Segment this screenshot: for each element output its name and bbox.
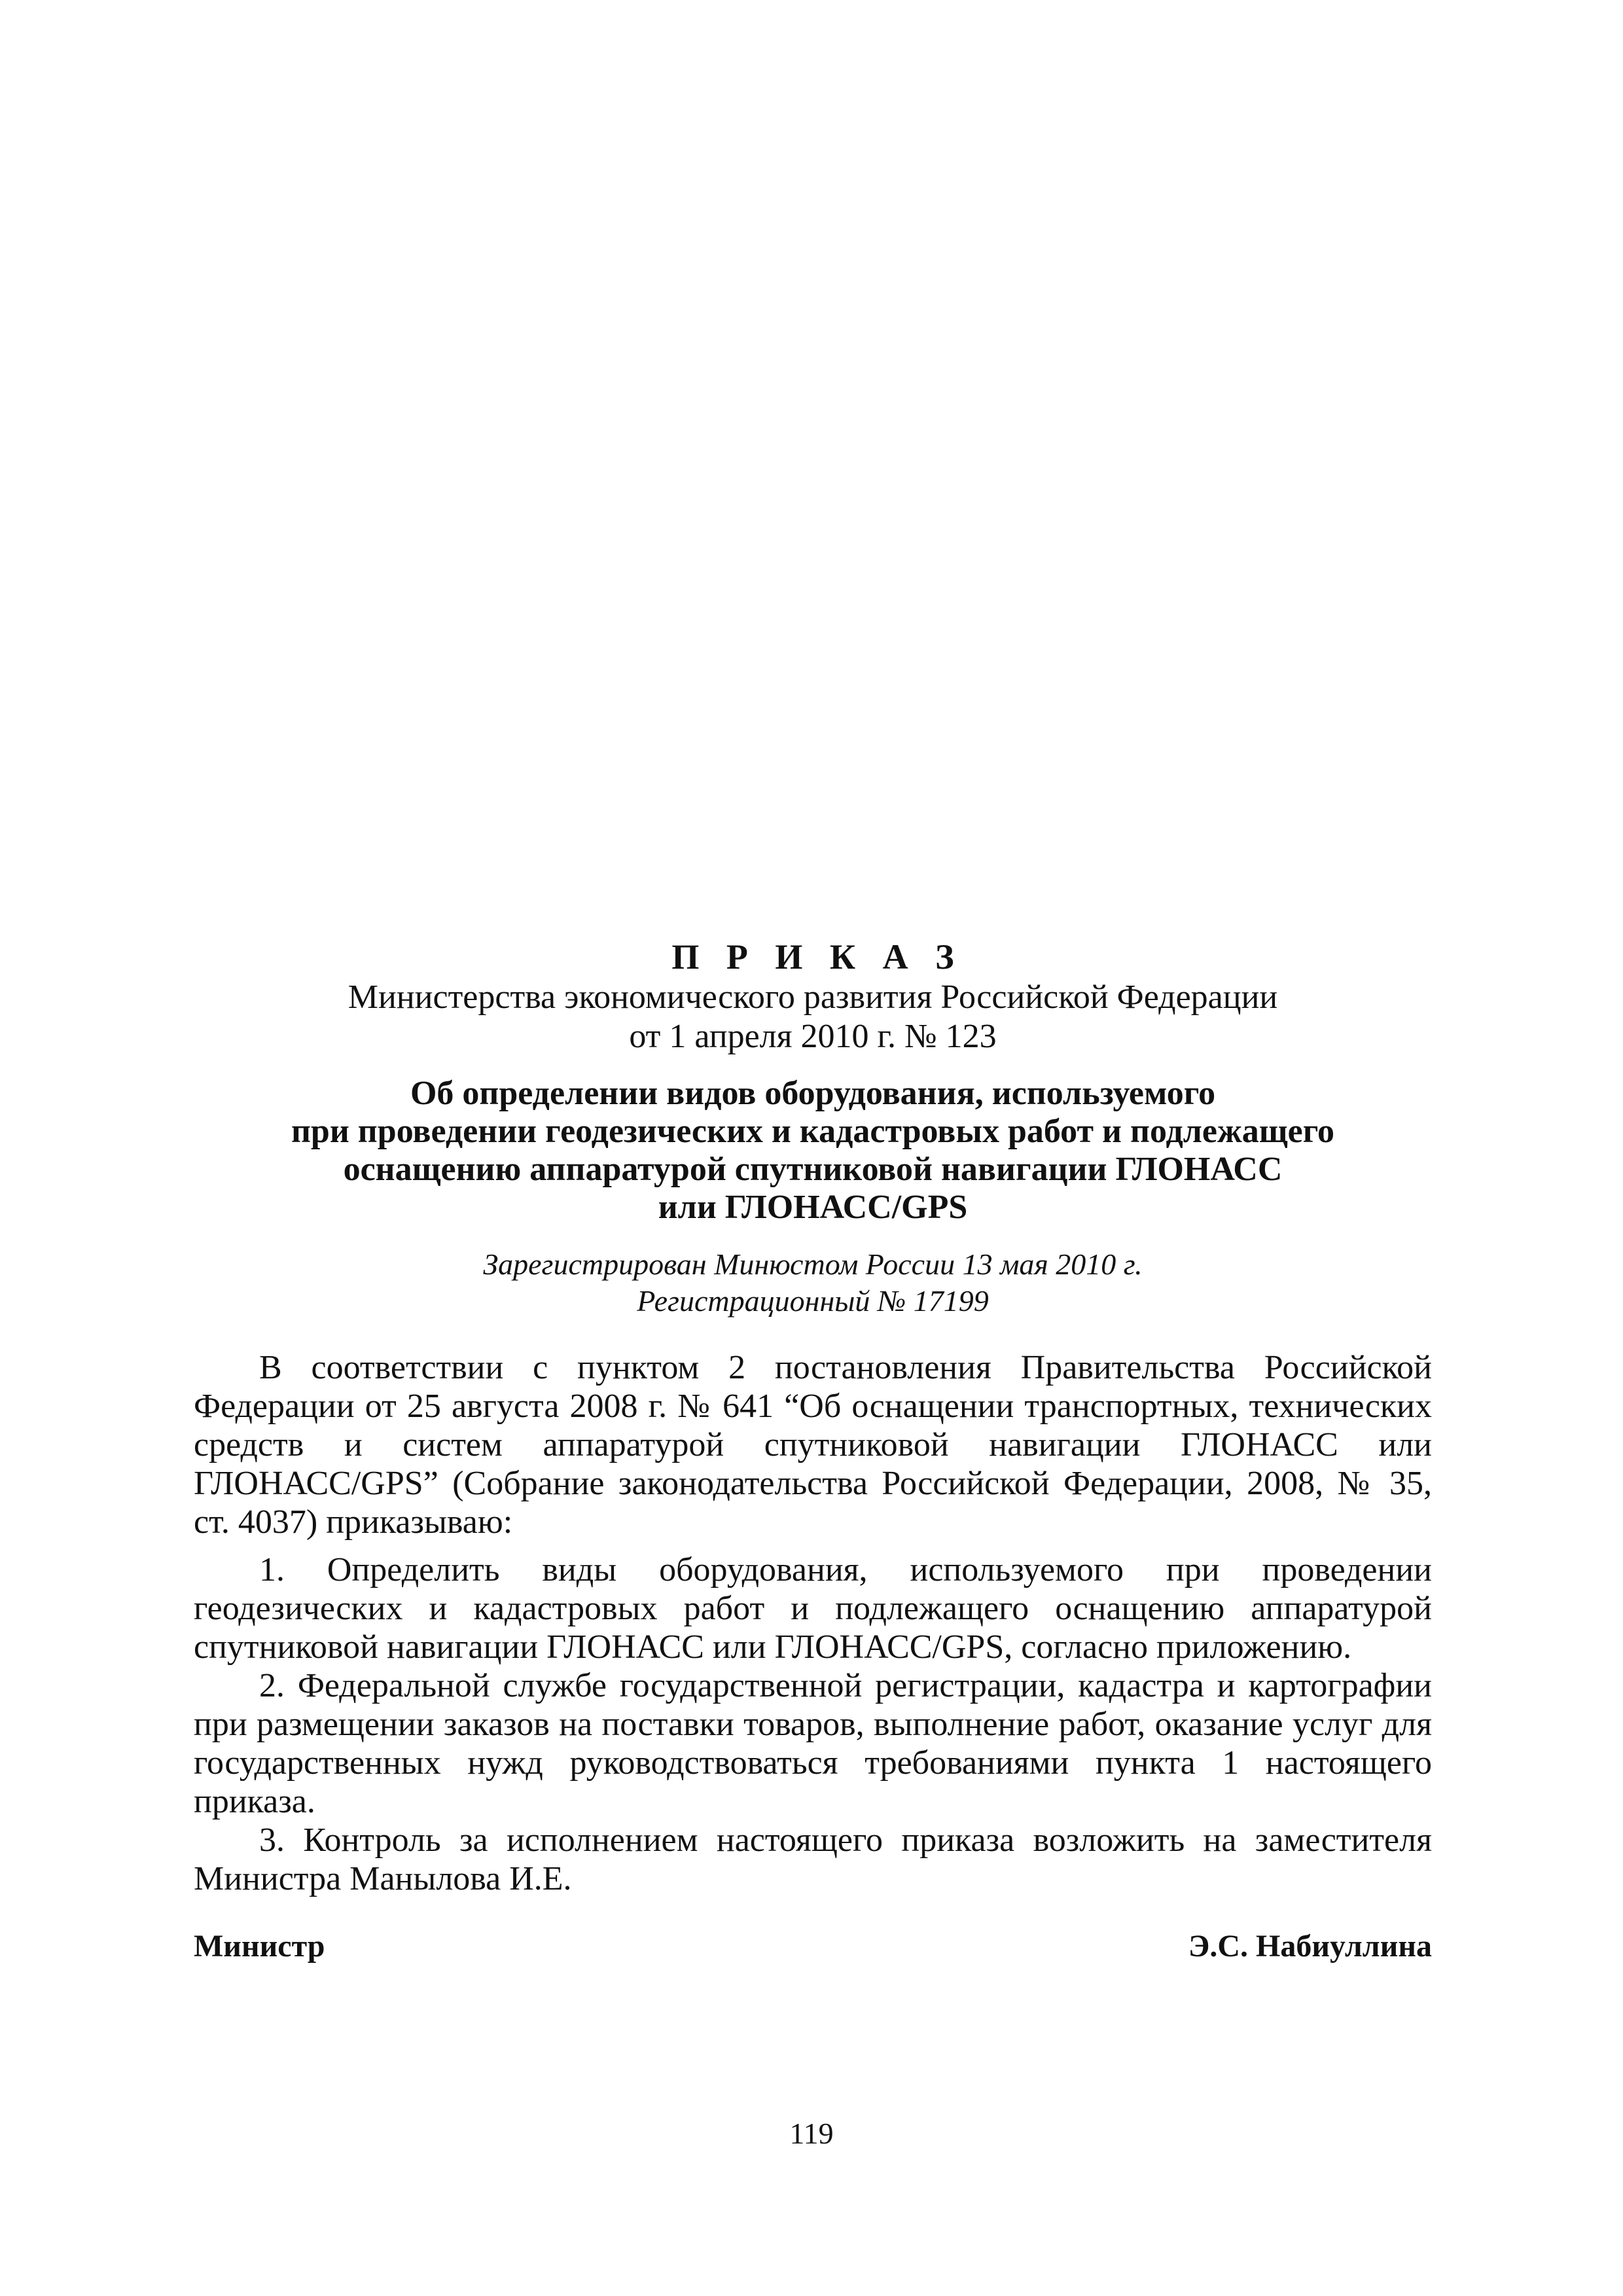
registration-line: Регистрационный № 17199 bbox=[637, 1284, 989, 1318]
signatory-name: Э.С. Набиуллина bbox=[1188, 1929, 1432, 1964]
document-body bbox=[194, 1348, 1432, 1898]
signatory-title: Министр bbox=[194, 1929, 325, 1964]
preamble-paragraph: В соответствии с пунктом 2 постановления Правительства Российской Федерации от 25 августа 2008 г. № 641 “Об оснащении транспортных, технических средств и систем аппаратурой спутниковой навигации ГЛОНАСС или ГЛОНАСС/GPS” (Собрание законодательства Российской Федерации, 2008, № 35, ст. 4037) приказываю: bbox=[194, 1349, 1432, 1541]
title-line: оснащению аппаратурой спутниковой навигации ГЛОНАСС bbox=[343, 1151, 1283, 1188]
title-line: Об определении видов оборудования, используемого bbox=[410, 1075, 1216, 1112]
document-date-number: от 1 апреля 2010 г. № 123 bbox=[629, 1018, 997, 1055]
issuing-authority: Министерства экономического развития Российской Федерации bbox=[348, 978, 1278, 1016]
title-line: или ГЛОНАСС/GPS bbox=[658, 1189, 968, 1226]
registration-line: Зарегистрирован Минюстом России 13 мая 2010 г. bbox=[483, 1247, 1143, 1281]
document-title bbox=[194, 1075, 1432, 1227]
registration-note bbox=[194, 1246, 1432, 1319]
document-type: П Р И К А З bbox=[671, 937, 963, 977]
page-number: 119 bbox=[789, 2117, 834, 2150]
document-header bbox=[194, 936, 1432, 1319]
clause-2: 2. Федеральной службе государственной регистрации, кадастра и картографии при размещении заказов на поставки товаров, выполнение работ, оказание услуг для государственных нужд руководствоваться требованиями пункта 1 настоящего приказа. bbox=[194, 1667, 1432, 1820]
clause-3: 3. Контроль за исполнением настоящего приказа возложить на заместителя Министра Манылова И.Е. bbox=[194, 1821, 1432, 1897]
clause-1: 1. Определить виды оборудования, используемого при проведении геодезических и кадастровых работ и подлежащего оснащению аппаратурой спутниковой навигации ГЛОНАСС или ГЛОНАСС/GPS, согласно приложению. bbox=[194, 1551, 1432, 1666]
title-line: при проведении геодезических и кадастровых работ и подлежащего bbox=[291, 1113, 1335, 1150]
